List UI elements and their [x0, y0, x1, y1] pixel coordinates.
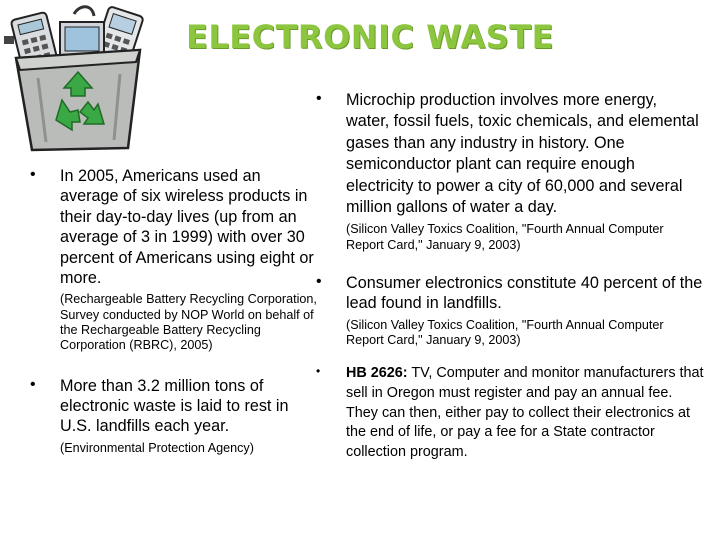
page-title: ELECTRONIC WASTE	[186, 18, 554, 56]
bullet-text: More than 3.2 million tons of electronic waste is laid to rest in U.S. landfills each year.	[60, 376, 289, 436]
list-item	[316, 273, 704, 348]
right-column	[316, 90, 704, 462]
bullet-text: In 2005, Americans used an average of six wireless products in their day-to-day lives (up from an average of 3 in 1999) with over 30 percent of Americans using eight or more.	[60, 167, 314, 288]
bullet: •	[30, 375, 36, 393]
list-item	[30, 376, 320, 457]
citation: (Silicon Valley Toxics Coalition, "Fourth Annual Computer Report Card," January 9, 2003)	[346, 222, 664, 252]
bullet: •	[316, 90, 322, 107]
list-item	[316, 90, 704, 253]
left-column	[30, 166, 320, 456]
list-item	[30, 166, 320, 354]
bullet: •	[30, 166, 36, 183]
citation: (Silicon Valley Toxics Coalition, "Fourth Annual Computer Report Card," January 9, 2003)	[346, 317, 664, 348]
bullet-text: Microchip production involves more energy, water, fossil fuels, toxic chemicals, and elemental gases than any industry in history. One semiconductor plant can require enough electricity to power a city of 60,000 and several million gallons of water a day.	[346, 91, 699, 217]
bullet: •	[316, 273, 322, 291]
recycle-bin-with-electronics-icon	[2, 0, 152, 152]
bullet-text	[346, 364, 704, 462]
bullet: •	[316, 364, 321, 379]
bill-description: TV, Computer and monitor manufacturers that sell in Oregon must register and pay an annual fee. They can then, either pay to collect their electronics at the end of life, or pay a fee for a State contractor collection program.	[346, 365, 704, 460]
bill-number: HB 2626:	[346, 365, 408, 382]
citation: (Environmental Protection Agency)	[60, 440, 254, 455]
citation: (Rechargeable Battery Recycling Corporation, Survey conducted by NOP World on behalf of the Rechargeable Battery Recycling Corporation (RBRC), 2005)	[60, 292, 317, 353]
list-item	[316, 364, 704, 462]
bullet-text: Consumer electronics constitute 40 percent of the lead found in landfills.	[346, 274, 703, 313]
